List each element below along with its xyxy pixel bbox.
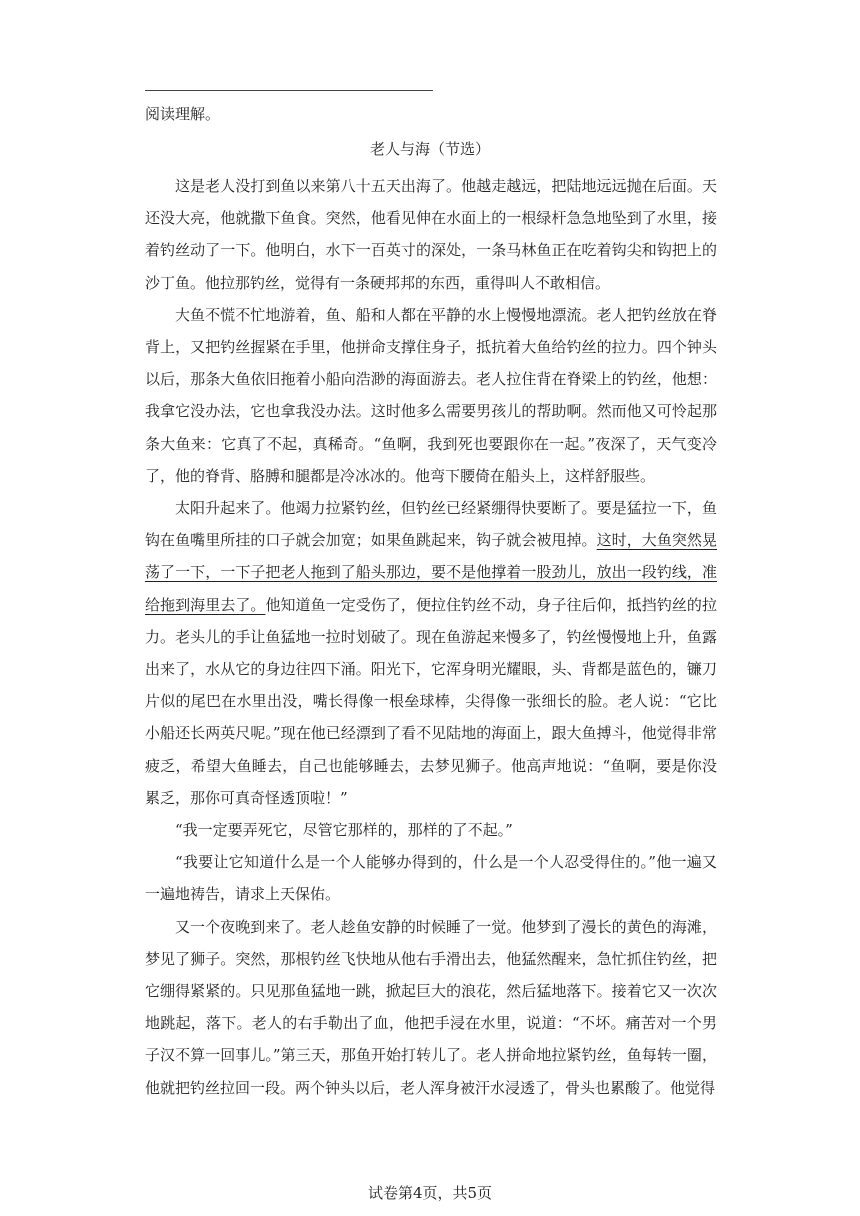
- paragraph-4: “我一定要弄死它，尽管它那样的，那样的了不起。”: [175, 821, 513, 840]
- paragraph-3-end: 他知道鱼一定受伤了，便拉住钓丝不动，身子往后仰，抵挡钓丝的拉力。老头儿的手让鱼猛地一拉时划破了。现在鱼游起来慢多了，钓丝慢慢地上升，鱼露出来了，水从它的身边往四下涌。阳光下，它浑身明光耀眼，头、背都是蓝色的，镰刀片似的尾巴在水里出没，嘴长得像一根垒球棒，尖得像一张细长的脸。老人说：“它比小船还长两英尺呢。”现在他已经漂到了看不见陆地的海面上，跟大鱼搏斗，他觉得非常疲乏，希望大鱼睡去，自己也能够睡去，去梦见狮子。他高声地说：“鱼啊，要是你没累乏，那你可真奇怪透顶啦！”: [145, 595, 717, 807]
- section-instruction: 阅读理解。: [145, 105, 221, 123]
- passage-body: [145, 170, 717, 1104]
- underlined-sentence: 这时，大鱼突然晃荡了一下，一下子把老人拖到了船头那边，要不是他撑着一股劲儿，放出一段钓线，准给拖到海里去了。: [145, 531, 717, 614]
- paragraph-5: “我要让它知道什么是一个人能够办得到的，什么是一个人忍受得住的。”他一遍又一遍地祷告，请求上天保佑。: [145, 853, 717, 904]
- paragraph-3-start: 太阳升起来了。他竭力拉紧钓丝，但钓丝已经紧绷得快要断了。要是猛拉一下，鱼钩在鱼嘴里所挂的口子就会加宽；如果鱼跳起来，钩子就会被甩掉。: [145, 499, 717, 550]
- paragraph-6: 又一个夜晚到来了。老人趁鱼安静的时候睡了一觉。他梦到了漫长的黄色的海滩，梦见了狮子。突然，那根钓丝飞快地从他右手滑出去，他猛然醒来，急忙抓住钓丝，把它绷得紧紧的。只见那鱼猛地一跳，掀起巨大的浪花，然后猛地落下。接着它又一次次地跳起，落下。老人的右手勒出了血，他把手浸在水里，说道：“不坏。痛苦对一个男子汉不算一回事儿。”第三天，那鱼开始打转儿了。老人拼命地拉紧钓丝，鱼每转一圈，他就把钓丝拉回一段。两个钟头以后，老人浑身被汗水浸透了，骨头也累酸了。他觉得: [145, 917, 717, 1097]
- paragraph-3: [145, 492, 717, 814]
- paragraph-1: 这是老人没打到鱼以来第八十五天出海了。他越走越远，把陆地远远抛在后面。天还没大亮，他就撒下鱼食。突然，他看见伸在水面上的一根绿杆急急地坠到了水里，接着钓丝动了一下。他明白，水下一百英寸的深处，一条马林鱼正在吃着钩尖和钩把上的沙丁鱼。他拉那钓丝，觉得有一条硬邦邦的东西，重得叫人不敢相信。: [145, 177, 717, 292]
- passage-title: 老人与海（节选）: [369, 140, 490, 158]
- paragraph-2: 大鱼不慌不忙地游着，鱼、船和人都在平静的水上慢慢地漂流。老人把钓丝放在脊背上，又把钓丝握紧在手里，他拼命支撑住身子，抵抗着大鱼给钓丝的拉力。四个钟头以后，那条大鱼依旧拖着小船向浩渺的海面游去。老人拉住背在脊梁上的钓丝，他想：我拿它没办法，它也拿我没办法。这时他多么需要男孩儿的帮助啊。然而他又可怜起那条大鱼来：它真了不起，真稀奇。“鱼啊，我到死也要跟你在一起。”夜深了，天气变冷了，他的脊背、胳膊和腿都是冷冰冰的。他弯下腰倚在船头上，这样舒服些。: [145, 305, 717, 485]
- header-rule: [145, 90, 433, 91]
- page-footer: 试卷第4页，共5页: [367, 1184, 493, 1202]
